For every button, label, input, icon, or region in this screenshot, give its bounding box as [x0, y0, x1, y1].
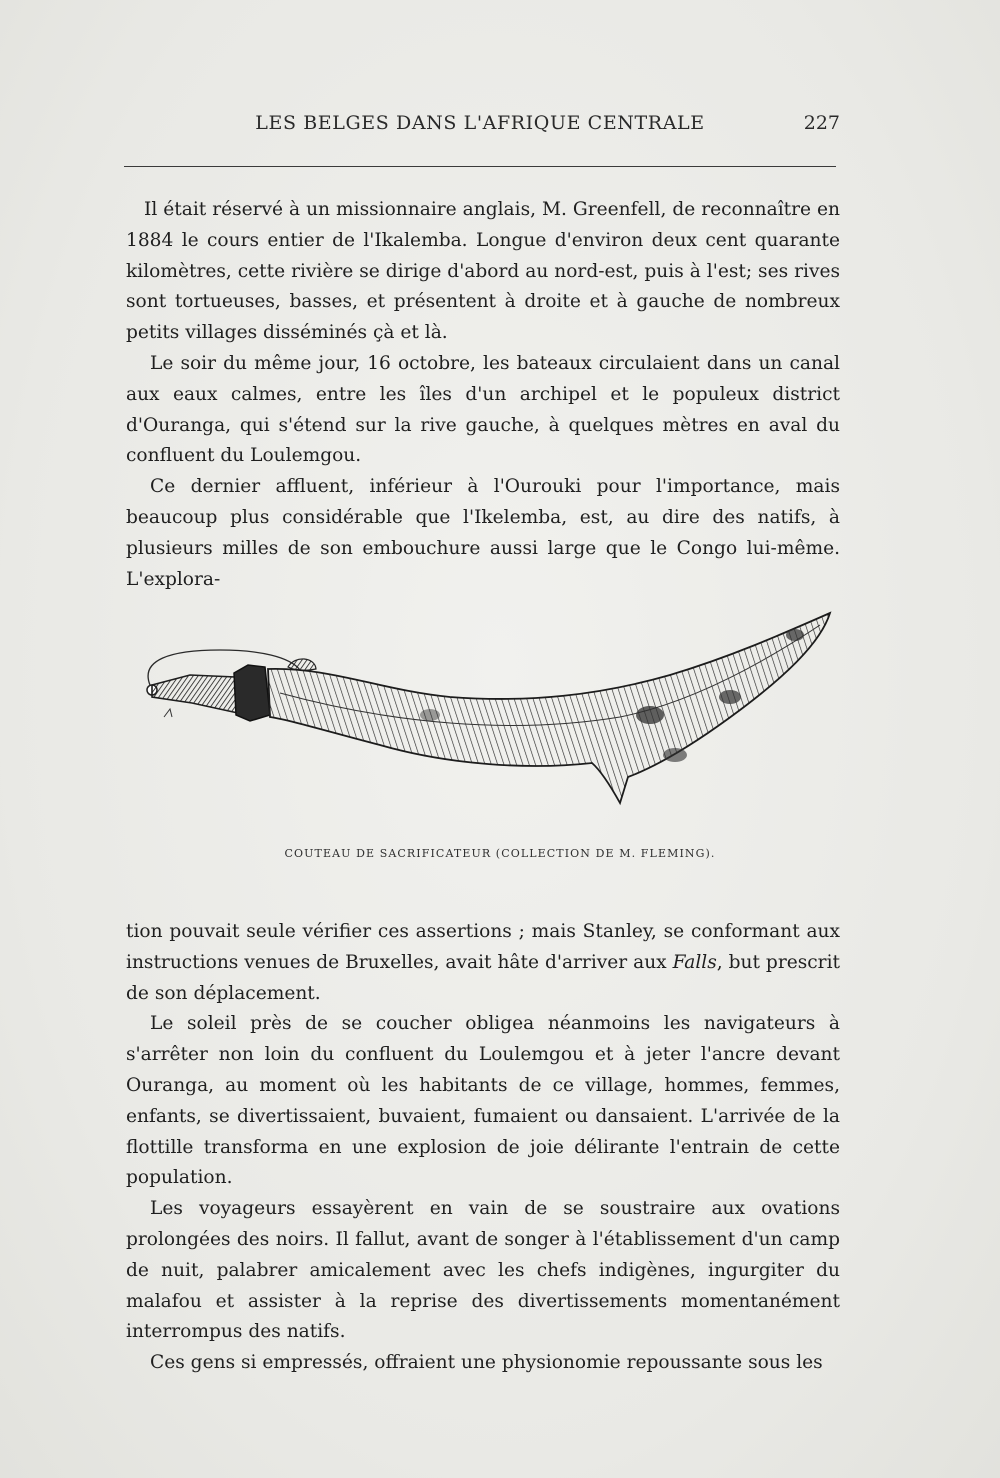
- sacrificial-knife-engraving: [130, 605, 850, 820]
- paragraph-sunset: Le soleil près de se coucher obligea néanmoins les navigateurs à s'arrêter non loin du confluent du Loulemgou et à jeter l'ancre devant Ouranga, au moment où les habitants de ce village, hommes, femmes, enfants, se divertissaient, buvaient, fumaient ou dansaient. L'arrivée de la flottille transforma en une explosion de joie délirante l'entrain de cette population.: [126, 1013, 840, 1189]
- paragraph-ouranga: Le soir du même jour, 16 octobre, les bateaux circulaient dans un canal aux eaux calmes, entre les îles d'un archipel et le populeux district d'Ouranga, qui s'étend sur la rive gauche, à quelques mètres en aval du confluent du Loulemgou.: [126, 352, 840, 467]
- running-head: [0, 112, 1000, 142]
- paragraph-loulemgou: Ce dernier affluent, inférieur à l'Ourouki pour l'importance, mais beaucoup plus considérable que l'Ikelemba, est, au dire des natifs, à plusieurs milles de son embouchure aussi large que le Congo lui-même. L'explora-: [126, 476, 840, 590]
- stanley-text-start: tion pouvait seule vérifier ces assertions ; mais Stanley, se conformant aux instructions venues de Bruxelles, avait hâte d'arriver aux: [126, 921, 840, 973]
- running-title: LES BELGES DANS L'AFRIQUE CENTRALE: [255, 112, 705, 134]
- stanley-text-end: , but prescrit de son déplacement.: [126, 951, 840, 1004]
- figure-caption: COUTEAU DE SACRIFICATEUR (COLLECTION DE M. FLEMING).: [284, 847, 716, 860]
- paragraph-voyageurs: Les voyageurs essayèrent en vain de se soustraire aux ovations prolongées des noirs. Il fallut, avant de songer à l'établissement d'un camp de nuit, palabrer amicalement avec les chefs indigènes, ingurgiter du malafou et assister à la reprise des divertissements momentanément interrompus des natifs.: [126, 1198, 840, 1343]
- knife-illustration: [130, 605, 850, 820]
- header-rule: [124, 166, 836, 167]
- page-number: 227: [803, 112, 840, 134]
- paragraph-greenfell: Il était réservé à un missionnaire anglais, M. Greenfell, de reconnaître en 1884 le cours entier de l'Ikalemba. Longue d'environ deux cent quarante kilomètres, cette rivière se dirige d'abord au nord-est, puis à l'est; ses rives sont tortueuses, basses, et présentent à droite et à gauche de nombreux petits villages disséminés çà et là.: [126, 199, 840, 344]
- falls-italic: Falls: [672, 951, 717, 973]
- body-text-top: [126, 195, 840, 595]
- paragraph-stanley: [126, 917, 840, 1009]
- paragraph-physionomie: Ces gens si empressés, offraient une physionomie repoussante sous les: [150, 1352, 823, 1374]
- body-text-bottom: [126, 917, 840, 1379]
